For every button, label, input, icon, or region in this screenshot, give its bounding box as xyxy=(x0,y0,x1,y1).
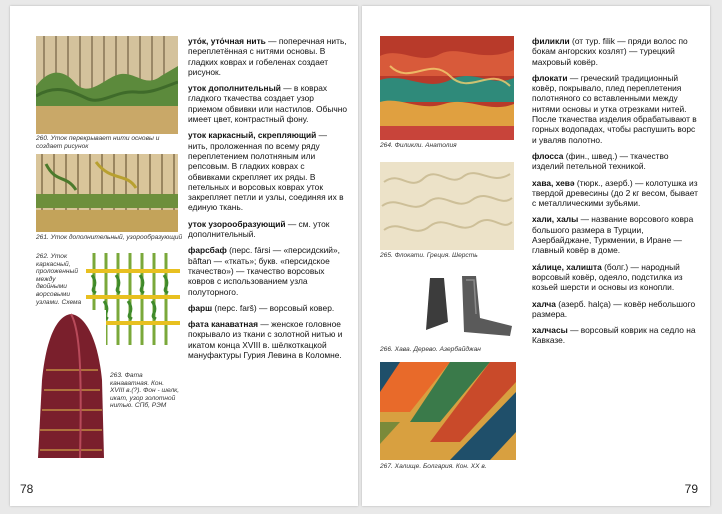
right-page xyxy=(362,6,710,506)
term-head: уток дополнительный xyxy=(188,83,281,94)
caption-261: 261. Уток дополнительный, узорообразующий xyxy=(36,234,183,241)
term-head: филикли xyxy=(532,36,570,46)
term-head: фарсбаф xyxy=(188,245,227,256)
entry-halchasy xyxy=(532,325,698,346)
term-body: — название ворсового ковра большого размера в Турции, Азербайджане, Туркмении, в Иране — главный ковёр в доме. xyxy=(532,214,694,256)
page-number: 78 xyxy=(20,482,34,496)
term-head: уток каркасный, скрепляющий xyxy=(188,130,317,141)
term-head: халча xyxy=(532,298,556,309)
entry-halice xyxy=(532,262,698,293)
entry-farsbaf xyxy=(188,245,348,296)
term-body: — ворсовый коврик на седло на Кавказе. xyxy=(532,325,696,346)
term-head: фата канаватная xyxy=(188,319,259,330)
caption-263: 263. Фата канаватная. Кон. XVIII в.(?). Фон - шелк, икат, узор золотной нитью. СПб, РЭМ xyxy=(110,372,180,410)
term-body: (болг.) — народный ворсовый ковёр, одеяло, подстилка из козьей шерсти и основы из конопли. xyxy=(532,261,683,293)
entry-filikli xyxy=(532,36,698,67)
caption-265: 265. Флокати. Греция. Шерсть xyxy=(380,252,478,259)
entry-flossa xyxy=(532,151,698,172)
term-body: — в коврах гладкого ткачества создает узор приемом обвивки или настилов. Обычно имеет цвет, контрастный фону. xyxy=(188,83,348,125)
caption-266: 266. Хава. Дерево. Азербайджан xyxy=(380,346,481,353)
entry-farsh xyxy=(188,303,348,313)
right-text-column xyxy=(532,36,698,352)
photo-halishte xyxy=(380,362,516,460)
photo-filikli xyxy=(380,36,514,140)
entry-flokati xyxy=(532,73,698,145)
term-head: хали, халы xyxy=(532,214,579,225)
photo-flokati xyxy=(380,162,514,250)
entry-hava xyxy=(532,178,698,209)
term-body: (от тур. filik — пряди волос по бокам ангорских козлят) — турецкий махровый ковёр. xyxy=(532,36,688,67)
term-head: халчасы xyxy=(532,325,568,336)
photo-supplementary-weft xyxy=(36,154,178,232)
photo-kanavat-veil xyxy=(36,310,106,460)
term-body: (азерб. halça) — ковёр небольшого размера. xyxy=(532,298,696,319)
caption-262: 262. Уток каркасный, проложенный между двойными ворсовыми узлами. Схема xyxy=(36,253,82,306)
left-page xyxy=(10,6,358,506)
term-body: — нить, проложенная по всему ряду переплетением полотняным или репсовым. В гладких коврах с обвивками скрепляет их ряды. В петельных и ворсовых коврах уток закрепляет петли и узлы, соединяя их в единую ткань. xyxy=(188,130,344,213)
entry-halcha xyxy=(532,299,698,320)
left-text-column xyxy=(188,36,348,366)
term-head: хава, хевә xyxy=(532,177,575,188)
caption-260: 260. Уток перекрывает нити основы и создает рисунок xyxy=(36,135,160,150)
entry-utok-uzor xyxy=(188,219,348,240)
term-head: фарш xyxy=(188,302,213,313)
photo-hava-tool xyxy=(422,270,518,340)
term-body: — поперечная нить, переплетённая с нитями основы. В гладких коврах и гобеленах создает рисунок. xyxy=(188,36,347,77)
photo-weft-covering-warp xyxy=(36,36,178,134)
term-head: уток узорообразующий xyxy=(188,218,286,229)
term-body: (фин., швед.) — ткачество изделий петельной техникой. xyxy=(532,150,669,172)
term-body: — греческий традиционный ковёр, покрывало, плед переплетения полотняного со вставленными между нитями основы и утка отрезками нитей. После ткачества изделия обрабатывают в горных водопадах, чтобы распушить ворс и уваляв полотно. xyxy=(532,72,697,145)
entry-utok-karkas xyxy=(188,130,348,212)
term-body: (перс. fārsi — «персидский», bāftan — «ткать»; букв. «персидское ткачество») — ткачество ворсовых ковров с использованием узла полуторного. xyxy=(188,245,340,297)
entry-fata xyxy=(188,319,348,360)
term-body: (перс. farš) — ворсовый ковер. xyxy=(214,302,335,313)
caption-267: 267. Халище. Болгария. Кон. XX в. xyxy=(380,463,487,470)
term-head: уто́к, уто́чная нить xyxy=(188,36,266,46)
entry-hali xyxy=(532,214,698,255)
entry-utok xyxy=(188,36,348,77)
term-head: флосса xyxy=(532,150,564,161)
page-number: 79 xyxy=(684,482,698,496)
term-body: — см. уток дополнительный. xyxy=(188,218,330,240)
caption-264: 264. Филикли. Анатолия xyxy=(380,142,457,149)
term-body: — женское головное покрывало из ткани с золотной нитью и икатом конца XVIII в. шёлкоткацкой мануфактуры Гурия Левина в Коломне. xyxy=(188,319,343,361)
term-body: (тюрк., азерб.) — колотушка из твердой древесины (до 2 кг весом, бывает с металлическими зубьями. xyxy=(532,177,699,209)
term-head: ха́лице, халишта xyxy=(532,261,602,272)
entry-utok-dop xyxy=(188,83,348,124)
term-head: флокати xyxy=(532,72,568,83)
